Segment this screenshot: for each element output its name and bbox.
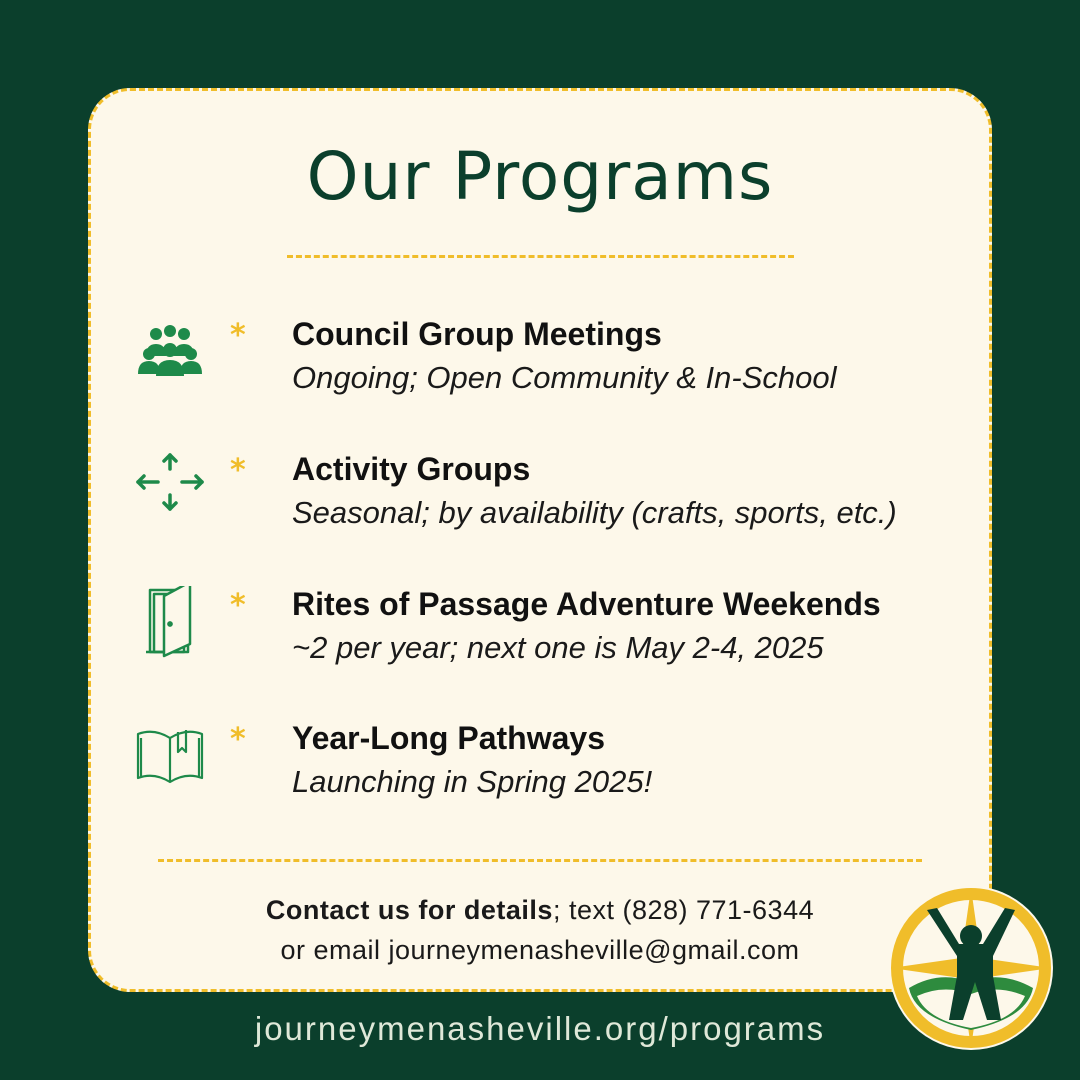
program-item-pathways [0, 720, 1080, 820]
program-detail: ~2 per year; next one is May 2-4, 2025 [292, 630, 824, 665]
program-name: Rites of Passage Adventure Weekends [292, 586, 881, 622]
program-name: Year-Long Pathways [292, 720, 605, 756]
contact-email[interactable]: or email journeymenasheville@gmail.com [280, 935, 800, 965]
contact-phone[interactable]: ; text (828) 771-6344 [552, 895, 815, 925]
contact-lead: Contact us for details [265, 895, 553, 925]
website-link[interactable]: journeymenasheville.org/programs [254, 1010, 826, 1047]
program-name: Activity Groups [292, 451, 531, 487]
program-name: Council Group Meetings [292, 316, 662, 352]
open-door-icon [134, 586, 206, 658]
program-detail: Launching in Spring 2025! [292, 764, 653, 799]
program-detail: Ongoing; Open Community & In-School [292, 360, 837, 395]
bullet-asterisk: * [230, 453, 246, 488]
page-title: Our Programs [306, 138, 774, 215]
title-divider [287, 255, 794, 258]
program-detail: Seasonal; by availability (crafts, sports, etc.) [292, 495, 897, 530]
program-item-rites [0, 586, 1080, 686]
program-item-council [0, 316, 1080, 416]
people-group-icon [134, 316, 206, 388]
contact-divider [158, 859, 922, 862]
open-book-icon [134, 720, 206, 792]
bullet-asterisk: * [230, 588, 246, 623]
bullet-asterisk: * [230, 722, 246, 757]
arrows-outward-icon [134, 451, 206, 523]
bullet-asterisk: * [230, 318, 246, 353]
program-item-activity [0, 451, 1080, 551]
compass-figure-logo [887, 884, 1055, 1052]
